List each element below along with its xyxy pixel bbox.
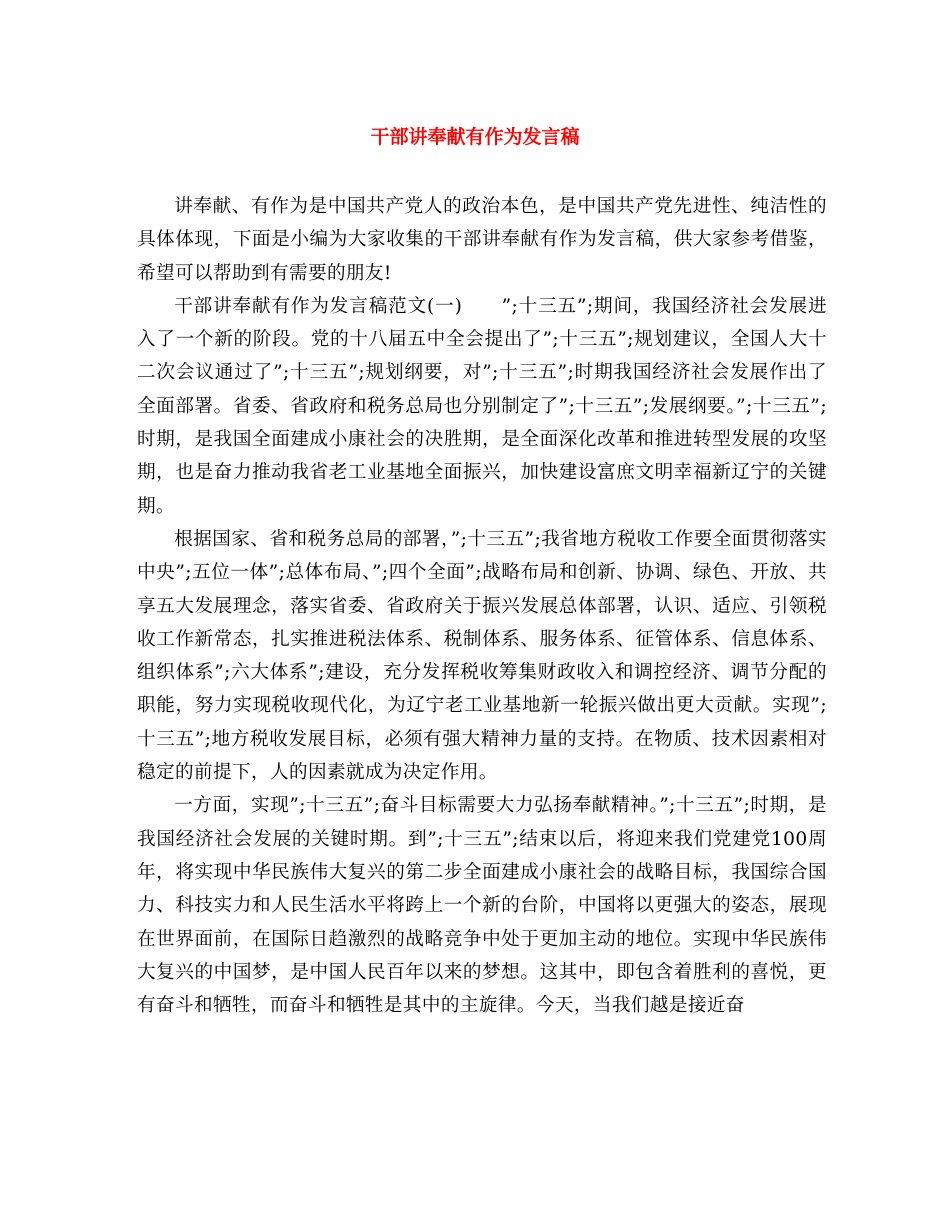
paragraph-intro: 讲奉献、有作为是中国共产党人的政治本色，是中国共产党先进性、纯洁性的具体体现，下面是小编为大家收集的干部讲奉献有作为发言稿，供大家参考借鉴，希望可以帮助到有需要的朋友! (137, 196, 827, 284)
paragraph-dedication: 一方面，实现”;十三五”;奋斗目标需要大力弘扬奉献精神。”;十三五”;时期，是我国经济社会发展的关键时期。到”;十三五”;结束以后，将迎来我们党建党100周年，将实现中华民族伟大复兴的第二步全面建成小康社会的战略目标，我国综合国力、科技实力和人民生活水平将跨上一个新的台阶，中国将以更强大的姿态，展现在世界面前，在国际日趋激烈的战略竞争中处于更加主动的地位。实现中华民族伟大复兴的中国梦，是中国人民百年以来的梦想。这其中，即包含着胜利的喜悦，更有奋斗和牺牲，而奋斗和牺牲是其中的主旋律。今天，当我们越是接近奋 (137, 795, 827, 1017)
paragraph-example-one: 干部讲奉献有作为发言稿范文(一) ”;十三五”;期间，我国经济社会发展进入了一个新的阶段。党的十八届五中全会提出了”;十三五”;规划建议，全国人大十二次会议通过了”;十三五”;规划纲要，对”;十三五”;时期我国经济社会发展作出了全面部署。省委、省政府和税务总局也分别制定了”;十三五”;发展纲要。”;十三五”;时期，是我国全面建成小康社会的决胜期，是全面深化改革和推进转型发展的攻坚期，也是奋力推动我省老工业基地全面振兴，加快建设富庶文明幸福新辽宁的关键期。 (137, 295, 827, 517)
paragraph-deployment: 根据国家、省和税务总局的部署，”;十三五”;我省地方税收工作要全面贯彻落实中央”;五位一体”;总体布局、”;四个全面”;战略布局和创新、协调、绿色、开放、共享五大发展理念，落实省委、省政府关于振兴发展总体部署，认识、适应、引领税收工作新常态，扎实推进税法体系、税制体系、服务体系、征管体系、信息体系、组织体系”;六大体系”;建设，充分发挥税收筹集财政收入和调控经济、调节分配的职能，努力实现税收现代化，为辽宁老工业基地新一轮振兴做出更大贡献。实现”;十三五”;地方税收发展目标，必须有强大精神力量的支持。在物质、技术因素相对稳定的前提下，人的因素就成为决定作用。 (137, 528, 827, 784)
document-title: 干部讲奉献有作为发言稿 (370, 126, 580, 148)
document-body (137, 190, 827, 1022)
